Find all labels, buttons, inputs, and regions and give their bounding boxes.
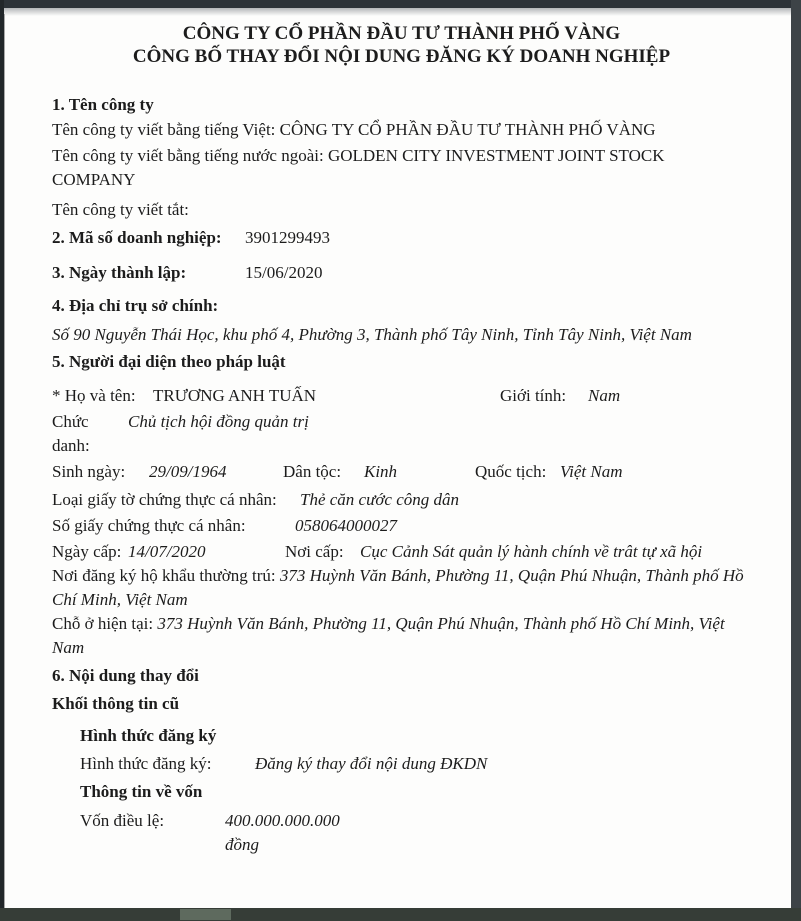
representative-name-row [52, 384, 751, 408]
id-number-value: 058064000027 [295, 516, 397, 535]
gender-label: Giới tính: [500, 386, 567, 405]
section-6-heading: 6. Nội dung thay đổi [52, 666, 199, 685]
old-info-block-heading: Khối thông tin cũ [52, 694, 180, 713]
id-number-label: Số giấy chứng thực cá nhân: [52, 516, 246, 535]
company-name-vi-value: CÔNG TY CỔ PHẦN ĐẦU TƯ THÀNH PHỐ VÀNG [279, 120, 656, 139]
tax-code-label: 2. Mã số doanh nghiệp: [52, 228, 222, 247]
position-label: Chức danh: [52, 412, 90, 455]
position-value: Chủ tịch hội đồng quản trị [128, 412, 309, 431]
section-4-heading: 4. Địa chỉ trụ sở chính: [52, 296, 219, 315]
ethnicity-value: Kinh [364, 462, 398, 481]
issue-date-label: Ngày cấp: [52, 542, 122, 561]
birth-row [52, 460, 751, 484]
current-address [52, 612, 751, 660]
founding-date-label: 3. Ngày thành lập: [52, 263, 187, 282]
founding-date-row [52, 261, 751, 285]
position-row [52, 410, 751, 458]
id-type-label: Loại giấy tờ chứng thực cá nhân: [52, 490, 277, 509]
company-name-vi-label: Tên công ty viết bằng tiếng Việt: [52, 120, 280, 139]
vertical-scrollbar-track[interactable] [791, 0, 801, 908]
charter-capital-unit: đồng [225, 835, 259, 854]
id-type-row [52, 488, 751, 512]
company-name-vi [52, 118, 751, 142]
tax-code-value: 3901299493 [245, 228, 330, 247]
id-type-value: Thẻ căn cước công dân [300, 490, 460, 509]
announcement-title-line: CÔNG BỐ THAY ĐỔI NỘI DUNG ĐĂNG KÝ DOANH NGHIỆP [132, 46, 671, 67]
permanent-residence [52, 564, 751, 612]
nationality-value: Việt Nam [560, 462, 623, 481]
horizontal-scrollbar-track[interactable] [0, 908, 801, 921]
document-title [52, 22, 751, 68]
name-label: * Họ và tên: [52, 386, 136, 405]
page-left-border [4, 14, 5, 908]
registration-type-heading: Hình thức đăng ký [80, 726, 217, 745]
name-value: TRƯƠNG ANH TUẤN [153, 386, 317, 405]
ethnicity-label: Dân tộc: [283, 462, 342, 481]
old-info-block [80, 724, 751, 857]
nationality-label: Quốc tịch: [475, 462, 547, 481]
id-number-row [52, 514, 751, 538]
permanent-residence-value: 373 Huỳnh Văn Bánh, Phường 11, Quận Phú Nhuận, Thành phố Hồ Chí Minh, Việt Nam [52, 566, 744, 609]
horizontal-scrollbar-thumb[interactable] [180, 909, 231, 920]
charter-capital-amount: 400.000.000.000 [225, 811, 340, 830]
company-name-title-line: CÔNG TY CỔ PHẦN ĐẦU TƯ THÀNH PHỐ VÀNG [182, 23, 621, 44]
section-5-heading: 5. Người đại diện theo pháp luật [52, 352, 286, 371]
charter-capital-value [225, 809, 340, 857]
head-office-address: Số 90 Nguyễn Thái Học, khu phố 4, Phường 3, Thành phố Tây Ninh, Tỉnh Tây Ninh, Việt Nam [52, 325, 692, 344]
issue-place-value: Cục Cảnh Sát quản lý hành chính về trât tự xã hội [360, 542, 703, 561]
section-1-heading: 1. Tên công ty [52, 95, 154, 114]
current-address-label: Chỗ ở hiện tại: [52, 614, 158, 633]
current-address-value: 373 Huỳnh Văn Bánh, Phường 11, Quận Phú Nhuận, Thành phố Hồ Chí Minh, Việt Nam [52, 614, 725, 657]
company-short-name: Tên công ty viết tắt: [52, 200, 189, 219]
issue-place-label: Nơi cấp: [285, 542, 344, 561]
registration-type-value: Đăng ký thay đổi nội dung ĐKDN [255, 754, 488, 773]
gender-value: Nam [588, 386, 621, 405]
capital-info-heading: Thông tin về vốn [80, 782, 203, 801]
dob-label: Sinh ngày: [52, 462, 126, 481]
permanent-residence-label: Nơi đăng ký hộ khẩu thường trú: [52, 566, 280, 585]
company-name-foreign [52, 144, 751, 192]
company-name-foreign-label: Tên công ty viết bằng tiếng nước ngoài: [52, 146, 328, 165]
window-top-edge [0, 0, 801, 8]
id-issue-row [52, 540, 751, 564]
page-top-shadow [0, 8, 801, 16]
founding-date-value: 15/06/2020 [245, 263, 323, 282]
company-name-foreign-value: GOLDEN CITY INVESTMENT JOINT STOCK COMPANY [52, 146, 665, 189]
registration-type-label: Hình thức đăng ký: [80, 754, 212, 773]
tax-code-row [52, 226, 751, 250]
issue-date-value: 14/07/2020 [128, 542, 206, 561]
dob-value: 29/09/1964 [149, 462, 227, 481]
charter-capital-label: Vốn điều lệ: [80, 811, 165, 830]
document-page [5, 15, 791, 908]
charter-capital-row [80, 809, 751, 857]
registration-type-row [80, 752, 751, 776]
